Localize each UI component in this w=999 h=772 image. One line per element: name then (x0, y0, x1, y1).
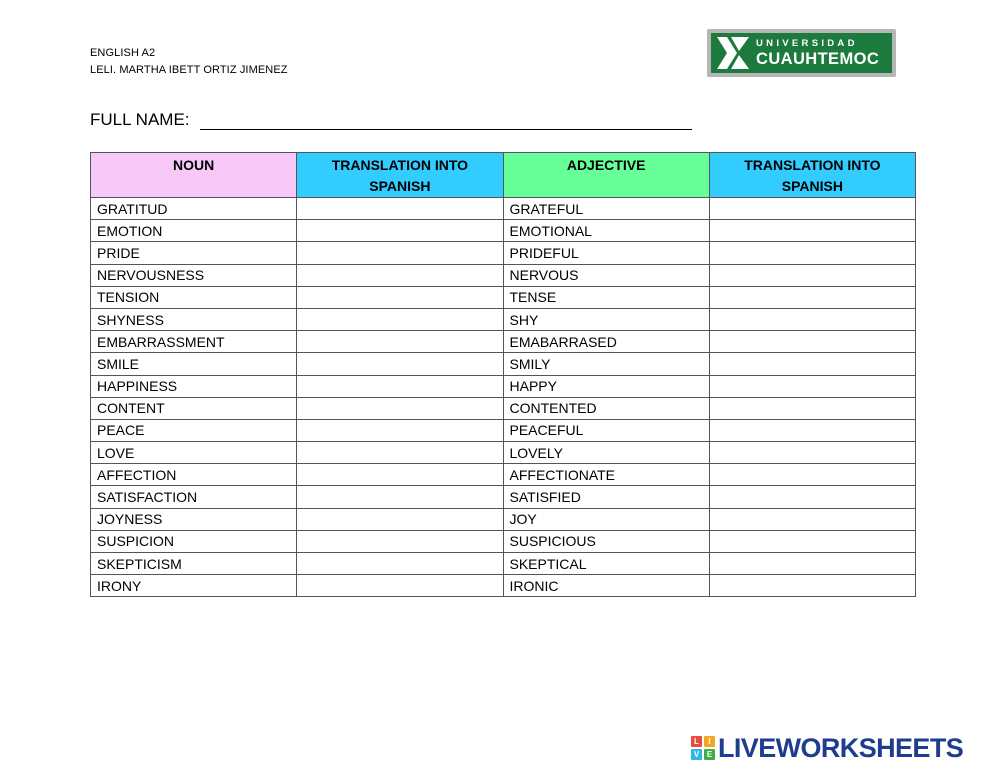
course-title: ENGLISH A2 (90, 47, 156, 59)
table-header-row (91, 153, 916, 198)
noun-cell: EMBARRASSMENT (91, 331, 297, 353)
liveworksheets-brand (691, 733, 963, 763)
noun-cell: PEACE (91, 419, 297, 441)
noun-cell: AFFECTION (91, 464, 297, 486)
adjective-cell: PRIDEFUL (503, 242, 709, 264)
table-row (91, 331, 916, 353)
header-adjective: ADJECTIVE (503, 153, 709, 198)
table-row (91, 353, 916, 375)
noun-translation-input[interactable] (297, 264, 503, 286)
logo-top-text: UNIVERSIDAD (756, 38, 858, 49)
noun-translation-input[interactable] (297, 486, 503, 508)
noun-translation-input[interactable] (297, 442, 503, 464)
header-noun: NOUN (91, 153, 297, 198)
adjective-cell: AFFECTIONATE (503, 464, 709, 486)
adjective-translation-input[interactable] (709, 464, 915, 486)
adjective-cell: HAPPY (503, 375, 709, 397)
noun-translation-input[interactable] (297, 353, 503, 375)
table-row (91, 419, 916, 441)
table-row (91, 286, 916, 308)
adjective-translation-input[interactable] (709, 508, 915, 530)
table-row (91, 530, 916, 552)
adjective-translation-input[interactable] (709, 442, 915, 464)
adjective-translation-input[interactable] (709, 286, 915, 308)
table-row (91, 464, 916, 486)
header-adjective-translation: TRANSLATION INTO SPANISH (709, 153, 915, 198)
adjective-translation-input[interactable] (709, 242, 915, 264)
adjective-cell: SKEPTICAL (503, 553, 709, 575)
adjective-cell: EMABARRASED (503, 331, 709, 353)
logo-bottom-text: CUAUHTEMOC (756, 49, 880, 68)
noun-translation-input[interactable] (297, 308, 503, 330)
table-row (91, 198, 916, 220)
noun-cell: GRATITUD (91, 198, 297, 220)
noun-cell: PRIDE (91, 242, 297, 264)
icon-letter-v: V (691, 749, 702, 760)
noun-translation-input[interactable] (297, 286, 503, 308)
noun-cell: SUSPICION (91, 530, 297, 552)
noun-cell: EMOTION (91, 220, 297, 242)
noun-translation-input[interactable] (297, 220, 503, 242)
noun-translation-input[interactable] (297, 530, 503, 552)
header-noun-translation: TRANSLATION INTO SPANISH (297, 153, 503, 198)
adjective-translation-input[interactable] (709, 486, 915, 508)
noun-translation-input[interactable] (297, 242, 503, 264)
adjective-translation-input[interactable] (709, 530, 915, 552)
icon-letter-i: I (704, 736, 715, 747)
adjective-translation-input[interactable] (709, 419, 915, 441)
icon-letter-l: L (691, 736, 702, 747)
adjective-cell: NERVOUS (503, 264, 709, 286)
noun-cell: CONTENT (91, 397, 297, 419)
adjective-cell: SATISFIED (503, 486, 709, 508)
noun-cell: SKEPTICISM (91, 553, 297, 575)
noun-cell: HAPPINESS (91, 375, 297, 397)
noun-cell: TENSION (91, 286, 297, 308)
table-row (91, 264, 916, 286)
noun-cell: SHYNESS (91, 308, 297, 330)
noun-translation-input[interactable] (297, 198, 503, 220)
noun-translation-input[interactable] (297, 508, 503, 530)
university-emblem-icon (713, 33, 753, 73)
adjective-translation-input[interactable] (709, 353, 915, 375)
adjective-cell: PEACEFUL (503, 419, 709, 441)
table-row (91, 375, 916, 397)
liveworksheets-icon (691, 736, 715, 760)
adjective-translation-input[interactable] (709, 553, 915, 575)
noun-translation-input[interactable] (297, 397, 503, 419)
table-row (91, 553, 916, 575)
vocabulary-table (90, 152, 916, 597)
table-row (91, 397, 916, 419)
full-name-label: FULL NAME: (90, 110, 190, 129)
table-row (91, 308, 916, 330)
table-row (91, 242, 916, 264)
noun-cell: LOVE (91, 442, 297, 464)
full-name-input-line[interactable] (200, 129, 692, 130)
noun-cell: JOYNESS (91, 508, 297, 530)
adjective-cell: GRATEFUL (503, 198, 709, 220)
adjective-cell: CONTENTED (503, 397, 709, 419)
noun-translation-input[interactable] (297, 464, 503, 486)
noun-translation-input[interactable] (297, 575, 503, 597)
adjective-cell: EMOTIONAL (503, 220, 709, 242)
adjective-translation-input[interactable] (709, 575, 915, 597)
adjective-cell: IRONIC (503, 575, 709, 597)
table-row (91, 486, 916, 508)
noun-cell: SATISFACTION (91, 486, 297, 508)
noun-translation-input[interactable] (297, 553, 503, 575)
adjective-translation-input[interactable] (709, 308, 915, 330)
table-row (91, 575, 916, 597)
table-row (91, 442, 916, 464)
adjective-translation-input[interactable] (709, 220, 915, 242)
liveworksheets-wordmark: LIVEWORKSHEETS (718, 732, 964, 763)
adjective-translation-input[interactable] (709, 375, 915, 397)
university-logo (707, 29, 896, 77)
noun-cell: IRONY (91, 575, 297, 597)
adjective-translation-input[interactable] (709, 397, 915, 419)
noun-cell: SMILE (91, 353, 297, 375)
adjective-cell: TENSE (503, 286, 709, 308)
noun-translation-input[interactable] (297, 375, 503, 397)
noun-translation-input[interactable] (297, 331, 503, 353)
table-row (91, 508, 916, 530)
icon-letter-e: E (704, 749, 715, 760)
adjective-translation-input[interactable] (709, 331, 915, 353)
adjective-cell: SUSPICIOUS (503, 530, 709, 552)
adjective-cell: LOVELY (503, 442, 709, 464)
noun-cell: NERVOUSNESS (91, 264, 297, 286)
teacher-name: LELI. MARTHA IBETT ORTIZ JIMENEZ (90, 64, 288, 76)
adjective-cell: SHY (503, 308, 709, 330)
adjective-cell: JOY (503, 508, 709, 530)
adjective-translation-input[interactable] (709, 264, 915, 286)
adjective-translation-input[interactable] (709, 198, 915, 220)
adjective-cell: SMILY (503, 353, 709, 375)
table-row (91, 220, 916, 242)
noun-translation-input[interactable] (297, 419, 503, 441)
